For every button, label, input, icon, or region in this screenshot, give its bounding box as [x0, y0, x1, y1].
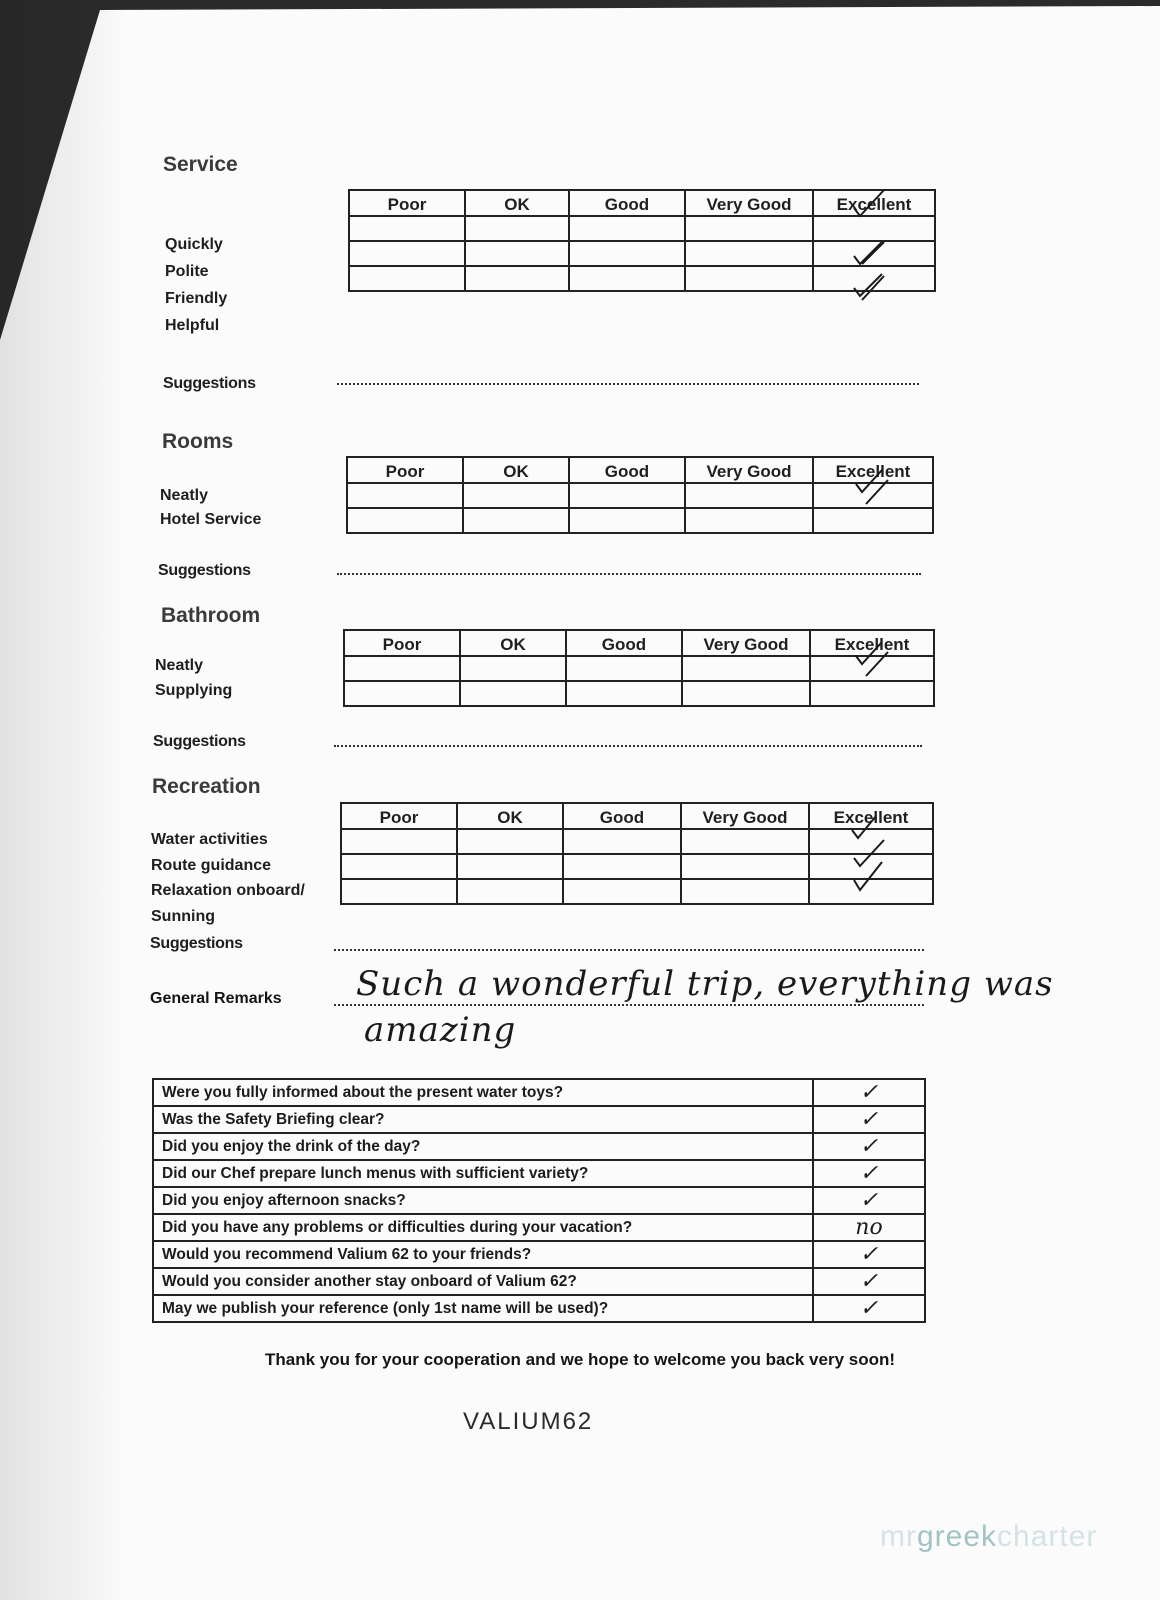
col-poor: Poor [349, 190, 465, 216]
rooms-suggestions-line[interactable] [337, 573, 921, 575]
col-good: Good [569, 190, 685, 216]
col-ok: OK [463, 457, 569, 483]
general-remarks-handwriting-line1: Such a wonderful trip, everything was [356, 964, 1054, 1004]
question-row [153, 1133, 925, 1160]
general-remarks-handwriting-line2: amazing [364, 1010, 517, 1050]
col-excellent: Excellent [813, 457, 933, 483]
bathroom-title: Bathroom [161, 604, 261, 627]
question-text: Was the Safety Briefing clear? [153, 1106, 813, 1133]
question-text: Would you recommend Valium 62 to your friends? [153, 1241, 813, 1268]
service-rating-table [348, 189, 936, 292]
recreation-relax-excellent-cell[interactable] [809, 879, 933, 904]
col-good: Good [563, 803, 681, 829]
question-row [153, 1295, 925, 1322]
question-text: Did you enjoy afternoon snacks? [153, 1187, 813, 1214]
row-label-water-activities: Water activities [151, 831, 268, 848]
col-very-good: Very Good [682, 630, 810, 656]
service-polite-excellent-cell[interactable] [813, 241, 935, 266]
row-label-hotel-service: Hotel Service [160, 511, 262, 528]
recreation-suggestions-label: Suggestions [150, 935, 243, 952]
row-label-polite: Polite [165, 263, 209, 280]
bathroom-rating-table [343, 629, 935, 707]
questions-table [152, 1078, 926, 1323]
row-label-neatly: Neatly [160, 487, 209, 504]
col-ok: OK [465, 190, 569, 216]
recreation-rating-table [340, 802, 934, 905]
recreation-route-excellent-cell[interactable] [809, 854, 933, 879]
row-label-relaxation: Relaxation onboard/ [151, 882, 305, 899]
recreation-water-excellent-cell[interactable] [809, 829, 933, 854]
answer-cell[interactable]: ✓ [813, 1268, 925, 1295]
bathroom-suggestions-line[interactable] [334, 745, 922, 747]
general-remarks-label: General Remarks [150, 990, 282, 1007]
question-row [153, 1268, 925, 1295]
row-label-route-guidance: Route guidance [151, 857, 272, 874]
col-excellent: Excellent [809, 803, 933, 829]
question-row [153, 1106, 925, 1133]
col-poor: Poor [341, 803, 457, 829]
row-label-helpful: Helpful [165, 317, 220, 334]
question-text: Did you have any problems or difficulties during your vacation? [153, 1214, 813, 1241]
bathroom-suggestions-label: Suggestions [153, 733, 246, 750]
col-very-good: Very Good [681, 803, 809, 829]
service-title: Service [163, 153, 238, 176]
recreation-title: Recreation [152, 775, 261, 798]
question-row [153, 1187, 925, 1214]
question-row [153, 1241, 925, 1268]
col-poor: Poor [347, 457, 463, 483]
mrgreekcharter-watermark: mrgreekcharter [880, 1520, 1098, 1553]
col-excellent: Excellent [810, 630, 934, 656]
rooms-title: Rooms [162, 430, 234, 453]
row-label-supplying: Supplying [155, 682, 233, 699]
rooms-rating-table [346, 456, 934, 534]
thank-you-message: Thank you for your cooperation and we hope to welcome you back very soon! [264, 1350, 896, 1369]
general-remarks-line[interactable] [334, 1004, 924, 1006]
col-ok: OK [457, 803, 563, 829]
bathroom-supplying-excellent-cell[interactable] [810, 681, 934, 706]
question-text: Would you consider another stay onboard of Valium 62? [153, 1268, 813, 1295]
rooms-suggestions-label: Suggestions [158, 562, 251, 579]
question-row [153, 1079, 925, 1106]
answer-cell[interactable]: ✓ [813, 1160, 925, 1187]
question-text: May we publish your reference (only 1st name will be used)? [153, 1295, 813, 1322]
row-label-friendly: Friendly [165, 290, 228, 307]
answer-cell[interactable]: ✓ [813, 1079, 925, 1106]
col-good: Good [569, 457, 685, 483]
service-friendly-excellent-cell[interactable] [813, 266, 935, 291]
col-excellent: Excellent [813, 190, 935, 216]
row-label-quickly: Quickly [165, 236, 223, 253]
answer-cell[interactable]: ✓ [813, 1187, 925, 1214]
col-very-good: Very Good [685, 457, 813, 483]
service-quickly-excellent-cell[interactable] [813, 216, 935, 241]
recreation-suggestions-line[interactable] [334, 949, 924, 951]
question-text: Did our Chef prepare lunch menus with sufficient variety? [153, 1160, 813, 1187]
bathroom-neatly-excellent-cell[interactable] [810, 656, 934, 681]
col-poor: Poor [344, 630, 460, 656]
question-row [153, 1160, 925, 1187]
question-row [153, 1214, 925, 1241]
service-suggestions-label: Suggestions [163, 375, 256, 392]
row-label-sunning: Sunning [151, 908, 215, 925]
answer-cell[interactable]: ✓ [813, 1241, 925, 1268]
question-text: Did you enjoy the drink of the day? [153, 1133, 813, 1160]
row-label-neatly: Neatly [155, 657, 204, 674]
valium62-logo: VALIUM62 [463, 1408, 594, 1435]
col-good: Good [566, 630, 682, 656]
rooms-neatly-excellent-cell[interactable] [813, 483, 933, 508]
col-very-good: Very Good [685, 190, 813, 216]
rooms-service-excellent-cell[interactable] [813, 508, 933, 533]
col-ok: OK [460, 630, 566, 656]
answer-cell[interactable]: ✓ [813, 1295, 925, 1322]
answer-cell[interactable]: no [813, 1214, 925, 1241]
answer-cell[interactable]: ✓ [813, 1133, 925, 1160]
answer-cell[interactable]: ✓ [813, 1106, 925, 1133]
question-text: Were you fully informed about the present water toys? [153, 1079, 813, 1106]
service-suggestions-line[interactable] [337, 383, 919, 385]
